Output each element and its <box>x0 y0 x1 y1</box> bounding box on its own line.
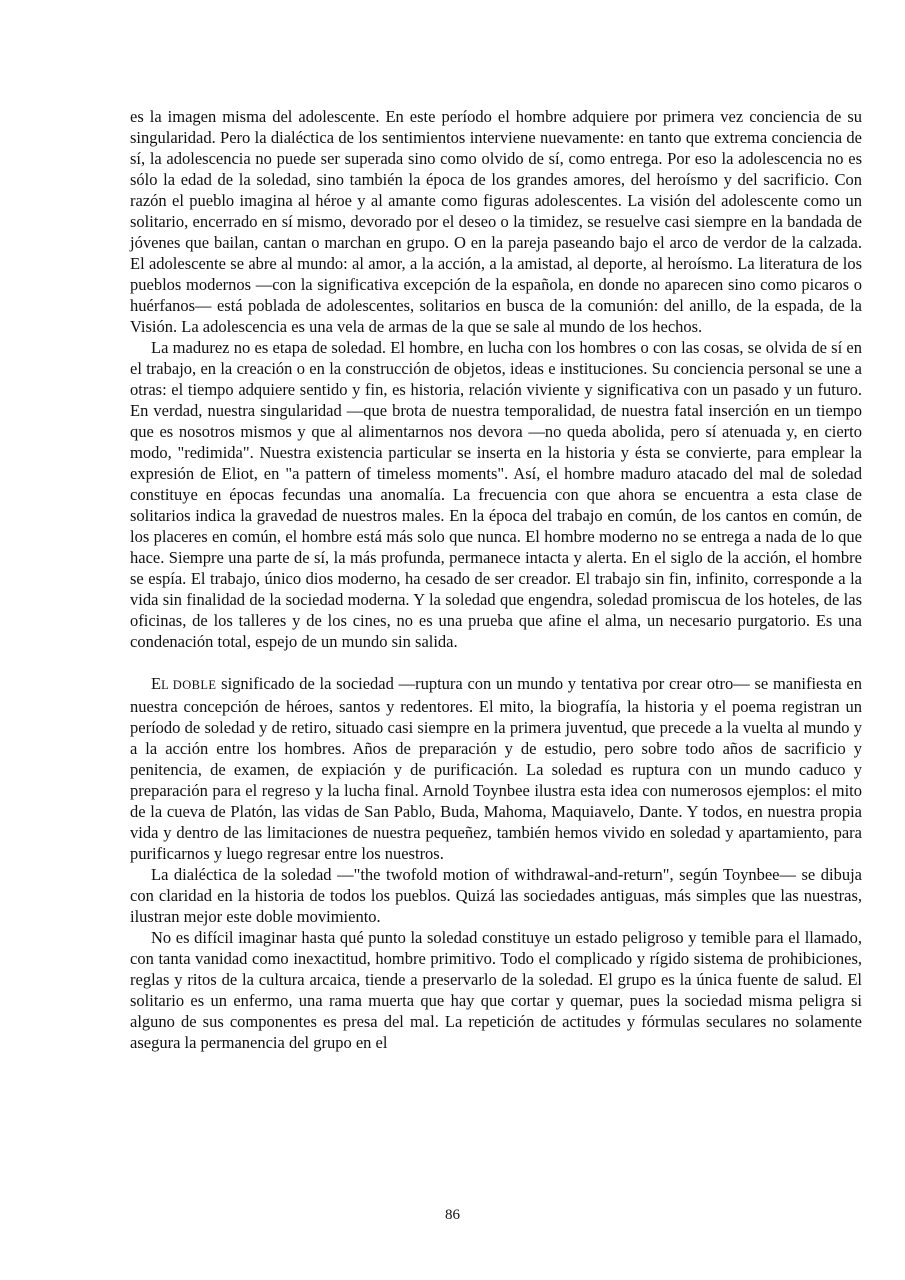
paragraph-madurez: La madurez no es etapa de soledad. El hombre, en lucha con los hombres o con las cosas, se olvida de sí en el trabajo, en la creación o en la construcción de objetos, ideas e instituciones. Su conciencia personal se une a otras: el tiempo adquiere sentido y fin, es historia, relación viviente y significativa con un pasado y un futuro. En verdad, nuestra singularidad —que brota de nuestra temporalidad, de nuestra fatal inserción en un tiempo que es nosotros mismos y que al alimentarnos nos devora —no queda abolida, pero sí atenuada y, en cierto modo, "redimida". Nuestra existencia particular se inserta en la historia y ésta se convierte, para emplear la expresión de Eliot, en "a pattern of timeless moments". Así, el hombre maduro atacado del mal de soledad constituye en épocas fecundas una anomalía. La frecuencia con que ahora se encuentra a esta clase de solitarios indica la gravedad de nuestros males. En la época del trabajo en común, de los cantos en común, de los placeres en común, el hombre está más solo que nunca. El hombre moderno no se entrega a nada de lo que hace. Siempre una parte de sí, la más profunda, permanece intacta y alerta. En el siglo de la acción, el hombre se espía. El trabajo, único dios moderno, ha cesado de ser creador. El trabajo sin fin, infinito, corresponde a la vida sin finalidad de la sociedad moderna. Y la soledad que engendra, soledad promiscua de los hoteles, de las oficinas, de los talleres y de los cines, no es una prueba que afine el alma, un necesario purgatorio. Es una condenación total, espejo de un mundo sin salida. <box>130 338 862 651</box>
paragraph-el-doble <box>130 673 862 864</box>
paragraph-dialectica: La dialéctica de la soledad —"the twofold motion of withdrawal-and-return", según Toynbee— se dibuja con claridad en la historia de todos los pueblos. Quizá las sociedades antiguas, más simples que las nuestras, ilustran mejor este doble movimiento. <box>130 865 862 926</box>
body-text <box>130 106 862 1053</box>
page-number: 86 <box>445 1207 460 1223</box>
section-initial: E <box>151 674 162 693</box>
section-text: significado de la sociedad —ruptura con un mundo y tentativa por crear otro— se manifiesta en nuestra concepción de héroes, santos y redentores. El mito, la biografía, la historia y el poema registran un período de soledad y de retiro, situado casi siempre en la primera juventud, que precede a la vuelta al mundo y a la acción entre los hombres. Años de preparación y de estudio, pero sobre todo años de sacrificio y penitencia, de examen, de expiación y de purificación. La soledad es ruptura con un mundo caduco y preparación para el regreso y la lucha final. Arnold Toynbee ilustra esta idea con numerosos ejemplos: el mito de la cueva de Platón, las vidas de San Pablo, Buda, Mahoma, Maquiavelo, Dante. Y todos, en nuestra propia vida y dentro de las limitaciones de nuestra pequeñez, también hemos vivido en soledad y apartamiento, para purificarnos y luego regresar entre los nuestros. <box>130 674 862 863</box>
section-smallcaps: L DOBLE <box>161 678 217 692</box>
paragraph-continuation: es la imagen misma del adolescente. En este período el hombre adquiere por primera vez conciencia de su singularidad. Pero la dialéctica de los sentimientos interviene nuevamente: en tanto que extrema conciencia de sí, la adolescencia no puede ser superada sino como olvido de sí, como entrega. Por eso la adolescencia no es sólo la edad de la soledad, sino también la época de los grandes amores, del heroísmo y del sacrificio. Con razón el pueblo imagina al héroe y al amante como figuras adolescentes. La visión del adolescente como un solitario, encerrado en sí mismo, devorado por el deseo o la timidez, se resuelve casi siempre en la bandada de jóvenes que bailan, cantan o marchan en grupo. O en la pareja paseando bajo el arco de verdor de la calzada. El adolescente se abre al mundo: al amor, a la acción, a la amistad, al deporte, al heroísmo. La literatura de los pueblos modernos —con la significativa excepción de la española, en donde no aparecen sino como picaros o huérfanos— está poblada de adolescentes, solitarios en busca de la comunión: del anillo, de la espada, de la Visión. La adolescencia es una vela de armas de la que se sale al mundo de los hechos. <box>130 107 862 336</box>
paragraph-primitivo: No es difícil imaginar hasta qué punto la soledad constituye un estado peligroso y temible para el llamado, con tanta vanidad como inexactitud, hombre primitivo. Todo el complicado y rígido sistema de prohibiciones, reglas y ritos de la cultura arcaica, tiende a preservarlo de la soledad. El grupo es la única fuente de salud. El solitario es un enfermo, una rama muerta que hay que cortar y quemar, pues la sociedad misma peligra si alguno de sus componentes es presa del mal. La repetición de actitudes y fórmulas seculares no solamente asegura la permanencia del grupo en el <box>130 928 862 1052</box>
